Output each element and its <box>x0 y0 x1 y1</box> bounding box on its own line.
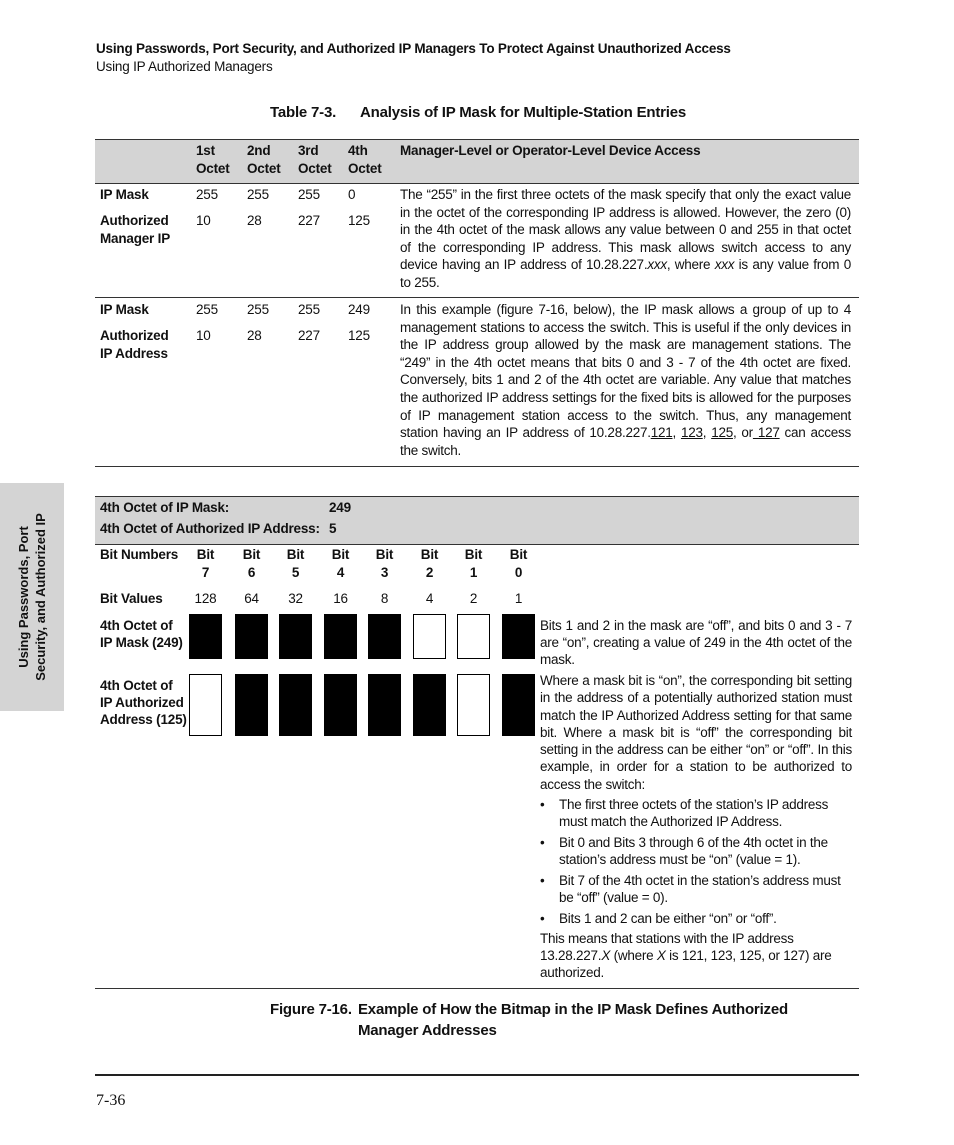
auth-bit-cell <box>457 674 490 736</box>
table-header-rule <box>95 183 859 184</box>
running-header-subtitle: Using IP Authorized Managers <box>96 59 273 74</box>
row2-description: In this example (figure 7-16, below), the IP mask allows a group of up to 4 management stations to access the switch. This is useful if the only devices in the IP address group allowed by the mask are management stations. The “249” in the 4th octet means that bits 0 and 3 - 7 of the 4th octet are fixed. Conversely, bits 1 and 2 of the 4th octet are variable. Any value that matches the authorized IP address settings for the fixed bits is allowed for the purposes of IP management station access to the switch. Thus, any management station having an IP address of 10.28.227.121, 123, 125, or 127 can access the switch. <box>400 302 851 458</box>
bit-value: 1 <box>514 591 523 606</box>
bit-value: 2 <box>469 591 478 606</box>
row2-auth-octet-2: 28 <box>247 328 262 343</box>
row1-auth-octet-3: 227 <box>298 213 320 228</box>
bit-value: 32 <box>288 591 303 606</box>
figure-caption: Figure 7-16. Example of How the Bitmap in the IP Mask Defines Authorized Manager Addresses <box>270 1001 788 1039</box>
bullet-item: • Bit 7 of the 4th octet in the station’s address must be “off” (value = 0). <box>540 873 841 905</box>
table-row-rule <box>95 297 859 298</box>
col-header-1st-octet: 1st Octet <box>196 143 230 176</box>
mask-bit-cell <box>235 614 268 659</box>
mask-bit-cell <box>368 614 401 659</box>
row1-mask-label: IP Mask <box>100 187 149 202</box>
mask-bit-cell <box>324 614 357 659</box>
bit-value: 128 <box>194 591 217 606</box>
footer-rule <box>95 1074 859 1076</box>
bullet-item: • Bits 1 and 2 can be either “on” or “off”. <box>540 911 777 926</box>
auth-bit-cell <box>413 674 446 736</box>
row2-mask-octet-2: 255 <box>247 302 269 317</box>
table-caption: Analysis of IP Mask for Multiple-Station Entries <box>360 104 687 121</box>
bit-number-header: Bit 0 <box>509 547 528 580</box>
row1-auth-octet-4: 125 <box>348 213 370 228</box>
row1-mask-octet-3: 255 <box>298 187 320 202</box>
row2-auth-octet-4: 125 <box>348 328 370 343</box>
chapter-side-tab-label: Using Passwords, Port Security, and Authorized IP <box>16 513 48 681</box>
figure-auth-label: 4th Octet of Authorized IP Address: <box>100 521 320 536</box>
row1-auth-octet-2: 28 <box>247 213 262 228</box>
bit-value: 4 <box>425 591 434 606</box>
row2-auth-octet-3: 227 <box>298 328 320 343</box>
row2-mask-octet-1: 255 <box>196 302 218 317</box>
row1-mask-octet-4: 0 <box>348 187 356 202</box>
col-header-access: Manager-Level or Operator-Level Device Access <box>400 143 701 158</box>
col-header-4th-octet: 4th Octet <box>348 143 382 176</box>
auth-bit-cell <box>279 674 312 736</box>
table-number: Table 7-3. <box>270 104 337 121</box>
row2-mask-label: IP Mask <box>100 302 149 317</box>
bullet-item: • The first three octets of the station’s IP address must match the Authorized IP Address. <box>540 797 829 829</box>
mask-bit-cell <box>279 614 312 659</box>
bit-value: 8 <box>380 591 389 606</box>
auth-bit-cell <box>368 674 401 736</box>
bullet-item: • Bit 0 and Bits 3 through 6 of the 4th octet in the station’s address must be “on” (value = 1). <box>540 835 828 867</box>
mask-row-description: Bits 1 and 2 in the mask are “off”, and bits 0 and 3 - 7 are “on”, creating a value of 249 in the 4th octet of the mask. <box>540 618 852 667</box>
bit-value: 64 <box>244 591 259 606</box>
row1-description: The “255” in the first three octets of the mask specify that only the exact value in the octet of the corresponding IP address is allowed. However, the zero (0) in the 4th octet of the mask allows any value between 0 and 255 in that octet of the corresponding IP address. This mask allows switch access to any device having an IP address of 10.28.227.xxx, where xxx is any value from 0 to 255. <box>400 187 851 290</box>
bit-numbers-label: Bit Numbers <box>100 547 179 562</box>
figure-number: Figure 7-16. <box>270 1001 352 1018</box>
auth-row-label: 4th Octet of IP Authorized Address (125) <box>100 678 187 727</box>
auth-bit-cell <box>189 674 222 736</box>
col-header-3rd-octet: 3rd Octet <box>298 143 332 176</box>
row1-mask-octet-1: 255 <box>196 187 218 202</box>
row1-auth-octet-1: 10 <box>196 213 211 228</box>
mask-row-label: 4th Octet of IP Mask (249) <box>100 618 183 650</box>
row2-mask-octet-4: 249 <box>348 302 370 317</box>
mask-bit-cell <box>502 614 535 659</box>
running-header-title: Using Passwords, Port Security, and Authorized IP Managers To Protect Against Unauthorized Access <box>96 41 731 56</box>
page-number: 7-36 <box>96 1092 126 1109</box>
figure-mask-value: 249 <box>329 500 351 515</box>
bit-number-header: Bit 1 <box>464 547 483 580</box>
bit-number-header: Bit 4 <box>331 547 350 580</box>
auth-bit-cell <box>235 674 268 736</box>
figure-mask-label: 4th Octet of IP Mask: <box>100 500 230 515</box>
bit-number-header: Bit 3 <box>375 547 394 580</box>
row2-mask-octet-3: 255 <box>298 302 320 317</box>
auth-row-description: Where a mask bit is “on”, the corresponding bit setting in the address of a potentially authorized station must match the IP Authorized Address setting for that same bit. Where a mask bit is “off” the corresponding bit setting in the address can be either “on” or “off”. In this example, in order for a station to be authorized to access the switch: <box>540 673 852 792</box>
row1-auth-label: Authorized Manager IP <box>100 213 171 246</box>
mask-bit-cell <box>413 614 446 659</box>
bit-number-header: Bit 6 <box>242 547 261 580</box>
row1-mask-octet-2: 255 <box>247 187 269 202</box>
mask-bit-cell <box>189 614 222 659</box>
row2-auth-label: Authorized IP Address <box>100 328 169 361</box>
auth-bit-cell <box>324 674 357 736</box>
table-bottom-rule <box>95 466 859 467</box>
bit-number-header: Bit 5 <box>286 547 305 580</box>
figure-closing-text: This means that stations with the IP address 13.28.227.X (where X is 121, 123, 125, or 127) are authorized. <box>540 931 832 980</box>
figure-header-rule <box>95 544 859 545</box>
auth-bit-cell <box>502 674 535 736</box>
bit-number-header: Bit 7 <box>196 547 215 580</box>
figure-auth-value: 5 <box>329 521 337 536</box>
row2-auth-octet-1: 10 <box>196 328 211 343</box>
bit-value: 16 <box>333 591 348 606</box>
table-title <box>270 104 686 121</box>
mask-bit-cell <box>457 614 490 659</box>
col-header-2nd-octet: 2nd Octet <box>247 143 281 176</box>
bit-number-header: Bit 2 <box>420 547 439 580</box>
figure-bottom-rule <box>95 988 859 989</box>
bit-values-label: Bit Values <box>100 591 163 606</box>
